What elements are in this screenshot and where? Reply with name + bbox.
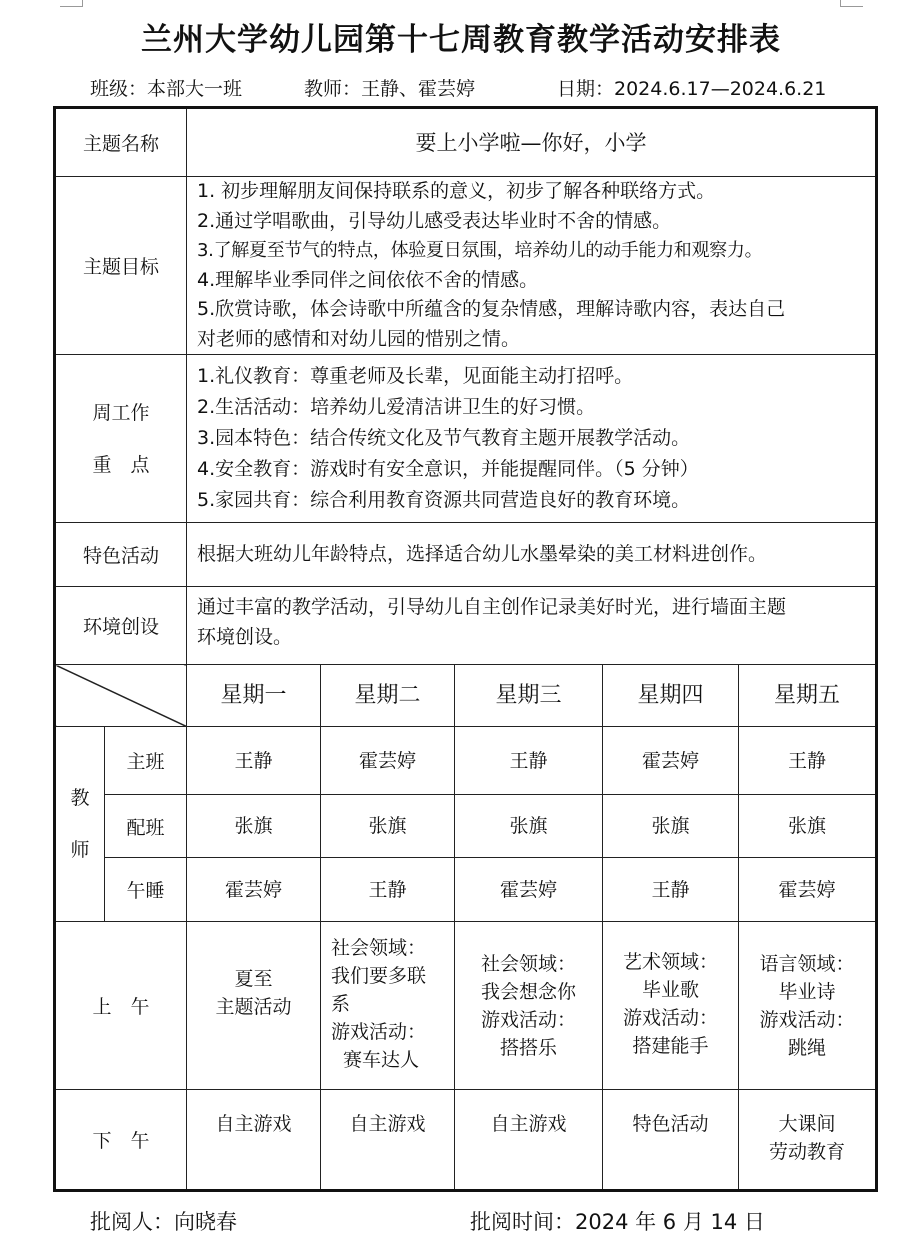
teacher-row-assist (55, 795, 877, 858)
morning-line: 系 (331, 993, 351, 1015)
focus-label-line2: 重 点 (92, 453, 150, 476)
day-header: 星期三 (455, 665, 603, 727)
focus-label-line1: 周工作 (92, 401, 150, 424)
environment-row (55, 587, 877, 665)
goal-line: 5.欣赏诗歌，体会诗歌中所蕴含的复杂情感，理解诗歌内容，表达自己 (197, 298, 786, 320)
diagonal-header-cell (55, 665, 187, 727)
teacher-cell: 张旗 (321, 795, 455, 858)
teacher-cell: 王静 (321, 858, 455, 922)
schedule-table (53, 106, 878, 1192)
teacher-cell: 王静 (187, 727, 321, 795)
afternoon-cell-tue (321, 1090, 455, 1191)
focus-content (187, 355, 877, 523)
teacher-role-label: 主班 (105, 727, 187, 795)
morning-line: 我会想念你 (481, 981, 577, 1003)
afternoon-cell-mon (187, 1090, 321, 1191)
teacher-cell: 王静 (455, 727, 603, 795)
reviewer: 批阅人：向晓春 (90, 1210, 237, 1234)
environment-content (187, 587, 877, 665)
page-corner-mark (60, 0, 83, 7)
teacher-cell: 霍芸婷 (739, 858, 877, 922)
afternoon-line: 特色活动 (632, 1113, 709, 1135)
focus-line: 1.礼仪教育：尊重老师及长辈，见面能主动打招呼。 (197, 365, 634, 387)
teacher-cell: 张旗 (455, 795, 603, 858)
teacher-cell: 霍芸婷 (603, 727, 739, 795)
teacher-row-nap (55, 858, 877, 922)
page-corner-mark (840, 0, 863, 7)
morning-line: 搭搭乐 (500, 1037, 558, 1059)
teacher-cell: 霍芸婷 (187, 858, 321, 922)
review-time: 批阅时间：2024 年 6 月 14 日 (470, 1210, 765, 1234)
morning-line: 跳绳 (788, 1037, 827, 1059)
focus-line: 4.安全教育：游戏时有安全意识，并能提醒同伴。（5 分钟） (197, 458, 699, 480)
environment-line: 环境创设。 (197, 625, 293, 648)
goal-line: 1. 初步理解朋友间保持联系的意义，初步了解各种联络方式。 (197, 180, 716, 202)
afternoon-line: 自主游戏 (490, 1113, 567, 1135)
focus-line: 2.生活活动：培养幼儿爱清洁讲卫生的好习惯。 (197, 396, 596, 418)
morning-line: 赛车达人 (343, 1049, 420, 1071)
morning-row (55, 922, 877, 1090)
afternoon-row (55, 1090, 877, 1191)
goal-line: 4.理解毕业季同伴之间依依不舍的情感。 (197, 268, 539, 291)
environment-line: 通过丰富的教学活动，引导幼儿自主创作记录美好时光，进行墙面主题 (197, 596, 787, 618)
morning-line: 语言领域： (759, 953, 855, 975)
date-info: 日期：2024.6.17—2024.6.21 (557, 78, 827, 100)
day-header: 星期二 (321, 665, 455, 727)
teacher-row-main (55, 727, 877, 795)
class-info: 班级：本部大一班 (90, 78, 243, 100)
morning-line: 社会领域： (331, 937, 427, 959)
goal-line: 2.通过学唱歌曲，引导幼儿感受表达毕业时不舍的情感。 (197, 209, 672, 232)
day-header: 星期一 (187, 665, 321, 727)
afternoon-line: 自主游戏 (215, 1113, 292, 1135)
special-label: 特色活动 (55, 523, 187, 587)
morning-line: 艺术领域： (623, 951, 719, 973)
day-header: 星期四 (603, 665, 739, 727)
morning-line: 游戏活动： (623, 1007, 719, 1029)
goals-row (55, 177, 877, 355)
morning-label: 上 午 (55, 922, 187, 1090)
teacher-cell: 张旗 (603, 795, 739, 858)
morning-line: 游戏活动： (481, 1009, 577, 1031)
morning-line: 游戏活动： (331, 1021, 427, 1043)
environment-label: 环境创设 (55, 587, 187, 665)
morning-line: 主题活动 (215, 995, 292, 1018)
theme-row (55, 108, 877, 177)
morning-line: 社会领域： (481, 953, 577, 975)
morning-cell-thu (603, 922, 739, 1090)
teacher-cell: 张旗 (187, 795, 321, 858)
afternoon-line: 自主游戏 (349, 1113, 426, 1135)
morning-cell-tue (321, 922, 455, 1090)
morning-cell-wed (455, 922, 603, 1090)
morning-line: 毕业歌 (642, 979, 700, 1001)
theme-value: 要上小学啦—你好，小学 (187, 108, 877, 177)
teacher-group-label-line2: 师 (70, 839, 90, 861)
morning-cell-fri (739, 922, 877, 1090)
teacher-role-label: 午睡 (105, 858, 187, 922)
teacher-group-label-line1: 教 (70, 787, 90, 809)
special-value: 根据大班幼儿年龄特点，选择适合幼儿水墨晕染的美工材料进创作。 (187, 523, 877, 587)
morning-line: 毕业诗 (778, 981, 836, 1003)
teacher-role-label: 配班 (105, 795, 187, 858)
teacher-group-label (55, 727, 105, 922)
morning-line: 搭建能手 (632, 1035, 709, 1057)
goals-label: 主题目标 (55, 177, 187, 355)
focus-line: 5.家园共育：综合利用教育资源共同营造良好的教育环境。 (197, 489, 691, 511)
morning-cell-mon (187, 922, 321, 1090)
afternoon-line: 大课间 (778, 1113, 836, 1135)
afternoon-label: 下 午 (55, 1090, 187, 1191)
teacher-info: 教师：王静、霍芸婷 (304, 78, 476, 100)
teacher-cell: 王静 (739, 727, 877, 795)
day-header: 星期五 (739, 665, 877, 727)
teacher-cell: 霍芸婷 (321, 727, 455, 795)
special-row (55, 523, 877, 587)
teacher-cell: 王静 (603, 858, 739, 922)
theme-label: 主题名称 (55, 108, 187, 177)
afternoon-cell-thu (603, 1090, 739, 1191)
focus-label (55, 355, 187, 523)
afternoon-line: 劳动教育 (769, 1141, 846, 1163)
goals-content (187, 177, 877, 355)
focus-line: 3.园本特色：结合传统文化及节气教育主题开展教学活动。 (197, 427, 691, 449)
focus-row (55, 355, 877, 523)
afternoon-cell-fri (739, 1090, 877, 1191)
morning-line: 我们要多联 (331, 965, 427, 987)
teacher-cell: 张旗 (739, 795, 877, 858)
page-title: 兰州大学幼儿园第十七周教育教学活动安排表 (141, 22, 781, 58)
weekday-header-row (55, 665, 877, 727)
teacher-cell: 霍芸婷 (455, 858, 603, 922)
afternoon-cell-wed (455, 1090, 603, 1191)
morning-line: 夏至 (234, 967, 273, 990)
goal-line: 3.了解夏至节气的特点，体验夏日氛围，培养幼儿的动手能力和观察力。 (197, 240, 763, 261)
goal-line: 对老师的感情和对幼儿园的惜别之情。 (197, 327, 521, 350)
morning-line: 游戏活动： (759, 1009, 855, 1031)
